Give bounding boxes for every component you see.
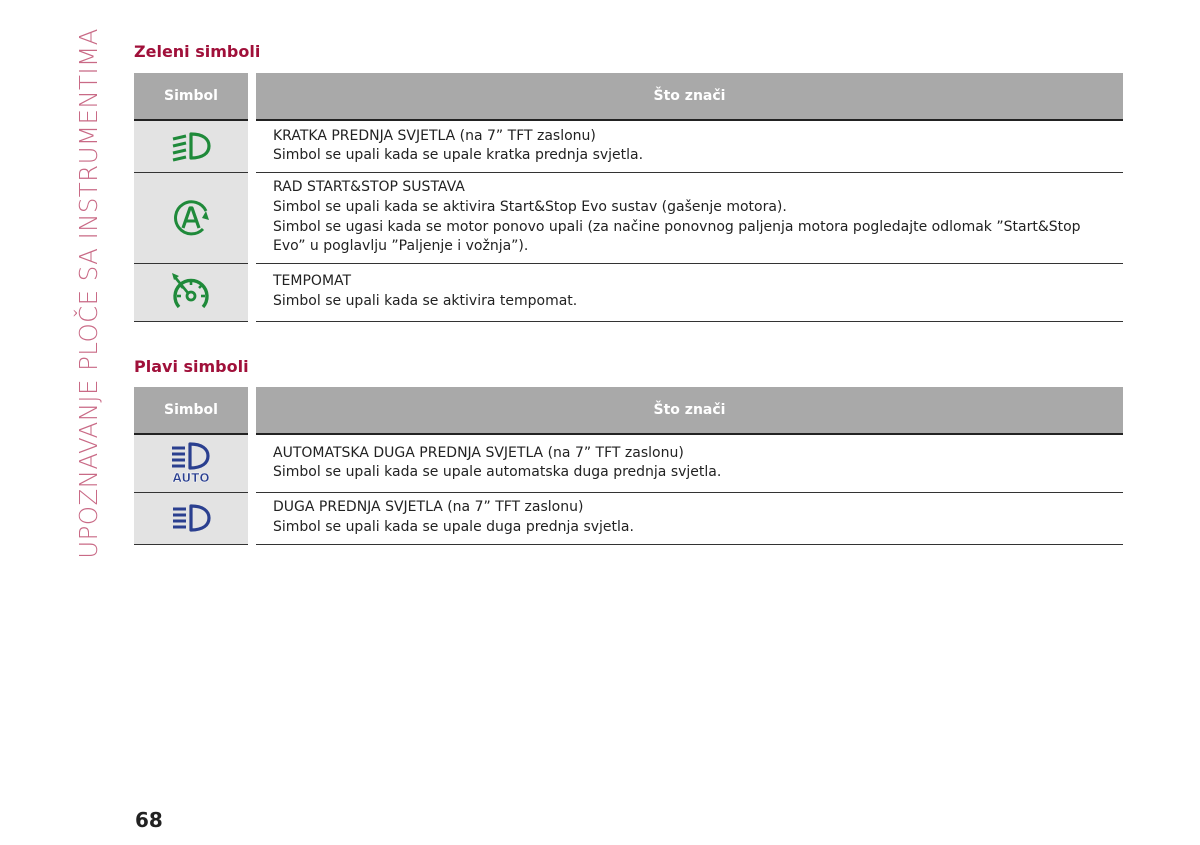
meaning-cell [252,120,1123,172]
side-chapter-title [68,27,108,559]
green-symbols-title: Zeleni simboli [134,42,261,61]
table-header-row [134,387,1123,434]
high-beam-icon [169,502,213,534]
side-chapter-title-text: UPOZNAVANJE PLOČE SA INSTRUMENTIMA [73,27,103,559]
meaning-line: Simbol se upali kada se aktivira Start&Stop Evo sustav (gašenje motora). [273,198,787,215]
start-stop-icon [169,199,213,237]
meaning-column-header: Što znači [252,73,1123,120]
symbol-column-header: Simbol [134,73,252,120]
cruise-control-icon [168,271,214,313]
meaning-cell [252,172,1123,263]
page-number: 68 [135,808,163,832]
table-row [134,492,1123,544]
green-symbols-table [134,73,1123,322]
auto-high-beam-icon [168,441,214,485]
meaning-line: AUTOMATSKA DUGA PREDNJA SVJETLA (na 7” TFT zaslonu) [273,444,684,461]
low-beam-headlight-icon [169,129,213,163]
meaning-line: TEMPOMAT [273,273,352,290]
blue-symbols-table [134,387,1123,545]
meaning-line: Simbol se upali kada se upale kratka prednja svjetla. [273,147,644,164]
symbol-cell [134,492,252,544]
meaning-line: Simbol se upali kada se aktivira tempomat. [273,293,578,309]
meaning-cell [252,263,1123,321]
symbol-cell [134,120,252,172]
table-row [134,434,1123,492]
meaning-line: Simbol se upali kada se upale duga prednja svjetla. [273,519,634,535]
auto-label: AUTO [172,471,210,486]
symbol-cell [134,172,252,263]
meaning-cell [252,492,1123,544]
meaning-line: Simbol se upali kada se upale automatska duga prednja svjetla. [273,464,722,481]
symbol-column-header: Simbol [134,387,252,434]
meaning-line: Simbol se ugasi kada se motor ponovo upali (za načine ponovnog paljenja motora pogledajte odlomak ”Start&Stop Evo” u poglavlju ”Paljenje i vožnja”). [273,218,1081,255]
meaning-line: DUGA PREDNJA SVJETLA (na 7” TFT zaslonu) [273,499,584,516]
symbol-cell [134,263,252,321]
blue-symbols-title: Plavi simboli [134,357,249,376]
symbol-cell [134,434,252,492]
meaning-column-header: Što znači [252,387,1123,434]
meaning-line: KRATKA PREDNJA SVJETLA (na 7” TFT zaslonu) [273,127,596,144]
table-header-row [134,73,1123,120]
meaning-cell [252,434,1123,492]
table-row [134,172,1123,263]
meaning-line: RAD START&STOP SUSTAVA [273,179,465,196]
table-row [134,263,1123,321]
table-row [134,120,1123,172]
